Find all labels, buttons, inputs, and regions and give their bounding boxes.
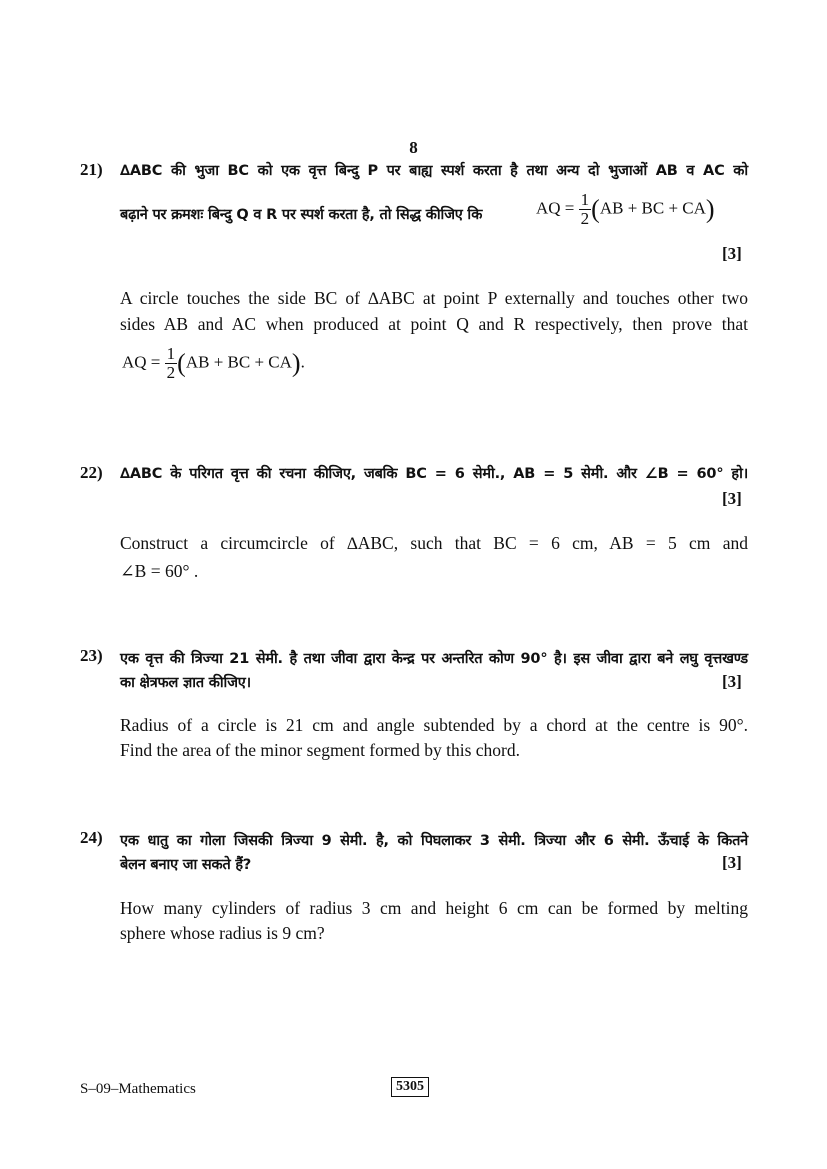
fraction-half (165, 345, 178, 382)
question-english-line-2: ∠B = 60° . (120, 561, 199, 581)
question-english-line-1: Radius of a circle is 21 cm and angle subtended by a chord at the centre is 90°. (120, 715, 748, 735)
equation-english (122, 345, 305, 382)
right-paren: ) (291, 348, 301, 378)
fraction-numerator: 1 (580, 190, 590, 209)
fraction-half (579, 191, 592, 228)
marks: [3] (722, 489, 742, 508)
marks: [3] (722, 853, 742, 872)
left-paren: ( (591, 194, 600, 224)
equation-lhs: AQ = (122, 352, 161, 372)
equation-rhs: AB + BC + CA (185, 352, 292, 372)
equation (536, 191, 715, 228)
left-paren: ( (177, 348, 186, 378)
question-hindi-line-1: ∆ABC की भुजा BC को एक वृत्त बिन्दु P पर बाह्य स्पर्श करता है तथा अन्य दो भुजाओं AB व AC को (120, 163, 748, 179)
question-english-line-1: How many cylinders of radius 3 cm and height 6 cm can be formed by melting (120, 898, 748, 918)
question-hindi-line-1: एक वृत्त की त्रिज्या 21 सेमी. है तथा जीवा द्वारा केन्द्र पर अन्तरित कोण 90° है। इस जीवा द्वारा बने लघु वृत्तखण्ड (120, 651, 748, 667)
marks: [3] (722, 244, 742, 263)
question-hindi-line-2: का क्षेत्रफल ज्ञात कीजिए। (120, 675, 251, 691)
footer-code-box: 5305 (391, 1077, 429, 1097)
question-hindi-line-2: बढ़ाने पर क्रमशः बिन्दु Q व R पर स्पर्श करता है, तो सिद्ध कीजिए कि (120, 207, 483, 223)
question-hindi-line-1: ∆ABC के परिगत वृत्त की रचना कीजिए, जबकि BC = 6 सेमी., AB = 5 सेमी. और ∠B = 60° हो। (120, 466, 748, 482)
question-hindi-line-2: बेलन बनाए जा सकते हैं? (120, 857, 252, 873)
equation-lhs: AQ = (536, 198, 575, 218)
equation-rhs: AB + BC + CA (599, 198, 706, 218)
question-hindi-line-1: एक धातु का गोला जिसकी त्रिज्या 9 सेमी. है, को पिघलाकर 3 सेमी. त्रिज्या और 6 सेमी. ऊँचाई के कितने (120, 833, 748, 849)
question-english-line-2: sphere whose radius is 9 cm? (120, 923, 325, 943)
question-number: 24) (80, 828, 103, 847)
footer-subject: S–09–Mathematics (80, 1081, 196, 1097)
page-number: 8 (409, 138, 418, 157)
question-english-line-2: Find the area of the minor segment formed by this chord. (120, 740, 520, 760)
equation-period: . (300, 352, 305, 372)
fraction-denominator: 2 (166, 363, 176, 382)
marks: [3] (722, 672, 742, 691)
question-number: 21) (80, 160, 103, 179)
right-paren: ) (705, 194, 715, 224)
fraction-denominator: 2 (580, 209, 590, 228)
question-number: 23) (80, 646, 103, 665)
question-number: 22) (80, 463, 103, 482)
fraction-numerator: 1 (166, 344, 176, 363)
question-english-line-1: Construct a circumcircle of ∆ABC, such that BC = 6 cm, AB = 5 cm and (120, 533, 748, 553)
question-english-line-1: A circle touches the side BC of ∆ABC at point P externally and touches other two (120, 288, 748, 308)
question-english-line-2: sides AB and AC when produced at point Q and R respectively, then prove that (120, 314, 748, 334)
